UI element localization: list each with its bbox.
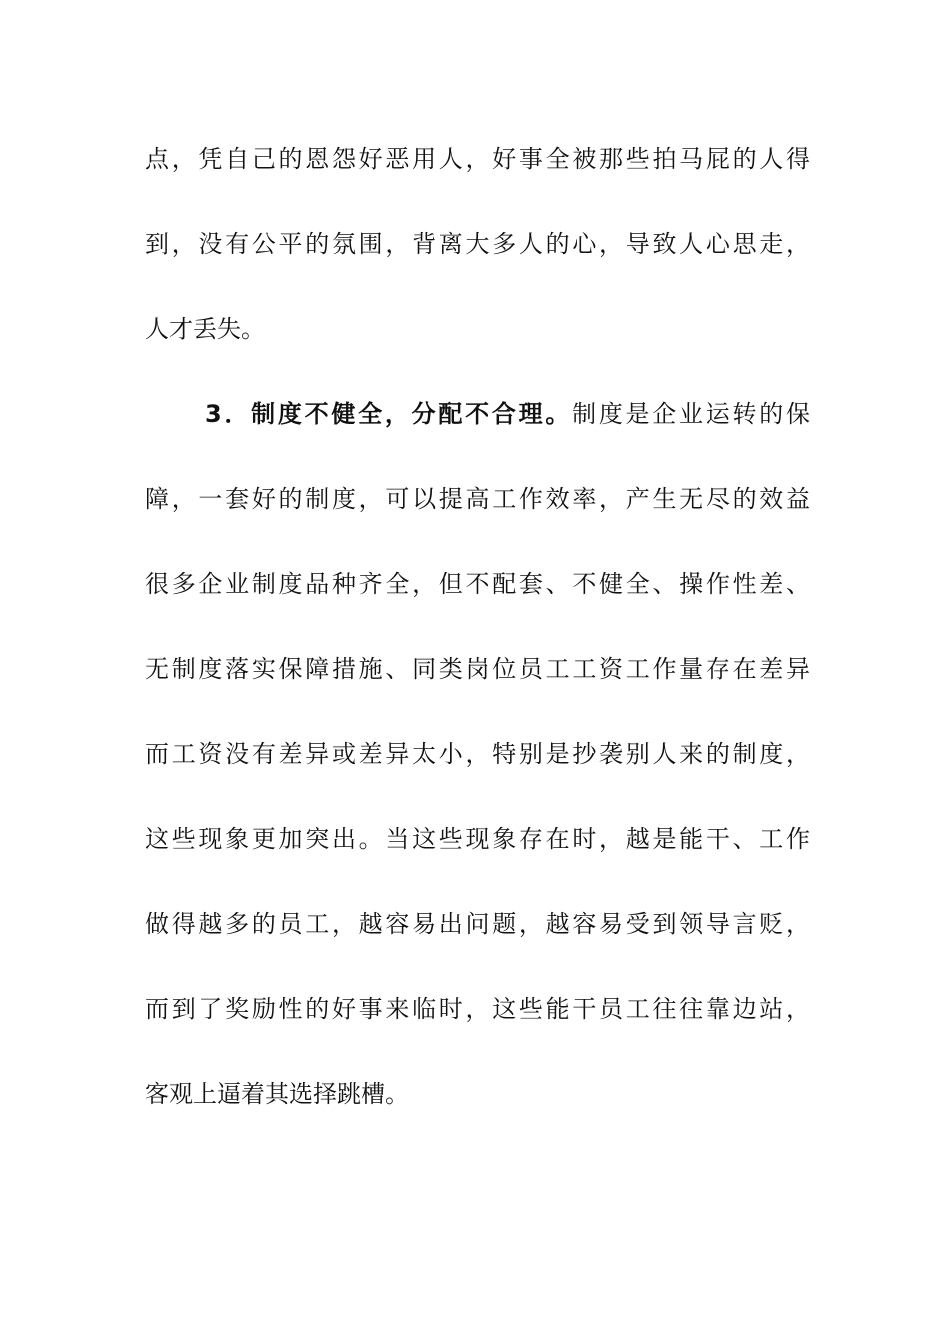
paragraph-line: 而工资没有差异或差异太小，特别是抄袭别人来的制度，: [145, 740, 810, 768]
paragraph-line: 人才丢失。: [145, 315, 265, 343]
paragraph-line: 做得越多的员工，越容易出问题，越容易受到领导言贬，: [145, 910, 810, 938]
paragraph-line: 点，凭自己的恩怨好恶用人，好事全被那些拍马屁的人得: [145, 145, 810, 173]
paragraph-text: 制度是企业运转的保: [572, 400, 811, 428]
section-heading-line: [205, 399, 810, 429]
paragraph-line: 客观上逼着其选择跳槽。: [145, 1080, 409, 1108]
paragraph-line: 到，没有公平的氛围，背离大多人的心，导致人心思走，: [145, 230, 810, 258]
paragraph-line: 无制度落实保障措施、同类岗位员工工资工作量存在差异: [145, 655, 810, 683]
paragraph-line: 很多企业制度品种齐全，但不配套、不健全、操作性差、: [145, 570, 810, 598]
paragraph-line: 这些现象更加突出。当这些现象存在时，越是能干、工作: [145, 825, 810, 853]
paragraph-line: 障，一套好的制度，可以提高工作效率，产生无尽的效益: [145, 485, 810, 513]
section-heading: 3．制度不健全，分配不合理。: [205, 400, 573, 428]
paragraph-line: 而到了奖励性的好事来临时，这些能干员工往往靠边站，: [145, 995, 810, 1023]
